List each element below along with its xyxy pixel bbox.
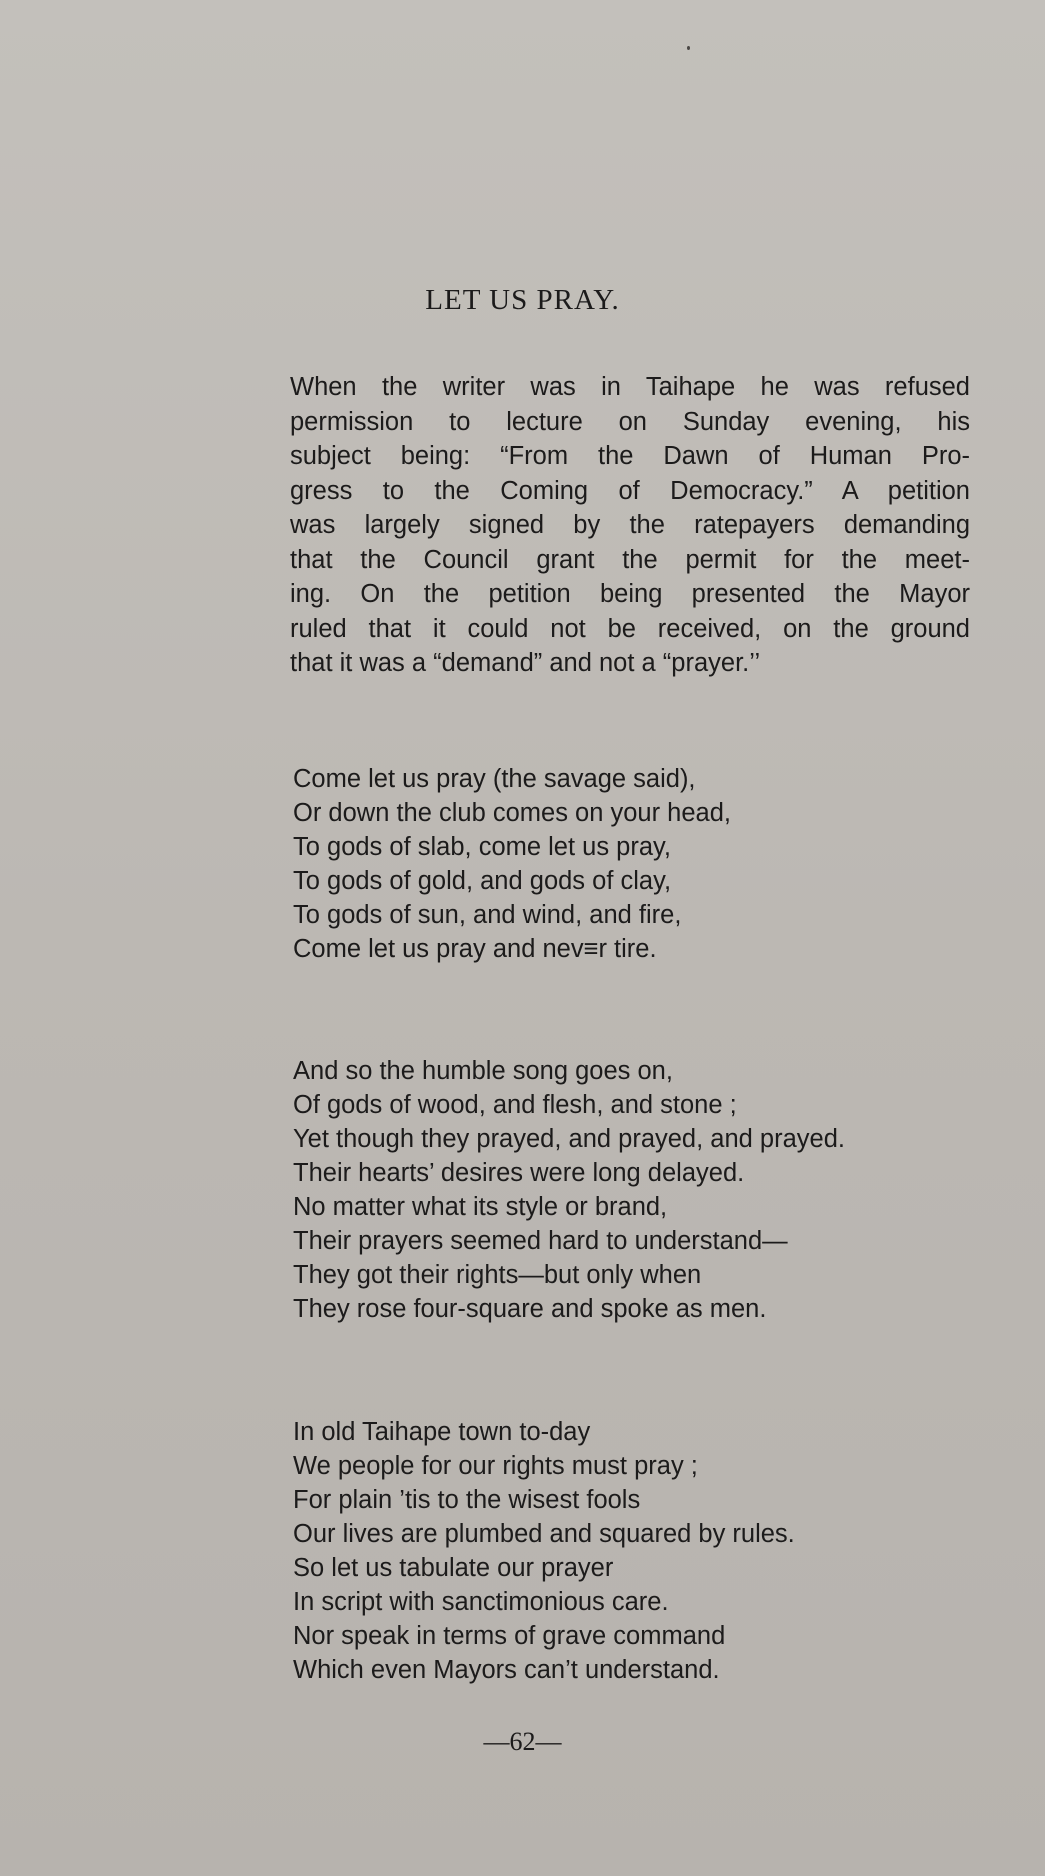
poem-title: LET US PRAY. — [425, 284, 620, 316]
verse-line: Their prayers seemed hard to understand— — [293, 1227, 788, 1255]
intro-line: gress to the Coming of Democracy.” A petition — [290, 476, 970, 505]
intro-line: ruled that it could not be received, on the ground — [290, 614, 970, 643]
verse-line: They got their rights—but only when — [293, 1261, 702, 1289]
page-number: —62— — [483, 1727, 562, 1756]
verse-line: Come let us pray and nev≡r tire. — [293, 935, 657, 963]
verse-line: And so the humble song goes on, — [293, 1057, 673, 1085]
verse-line: Their hearts’ desires were long delayed. — [293, 1159, 745, 1187]
verse-line: Yet though they prayed, and prayed, and prayed. — [293, 1125, 845, 1153]
verse-line: Nor speak in terms of grave command — [293, 1622, 726, 1650]
verse-line: No matter what its style or brand, — [293, 1193, 668, 1221]
verse-line: To gods of sun, and wind, and fire, — [293, 901, 682, 929]
verse-line: Our lives are plumbed and squared by rules. — [293, 1520, 795, 1548]
intro-line: permission to lecture on Sunday evening, his — [290, 407, 970, 436]
verse-line: So let us tabulate our prayer — [293, 1554, 614, 1582]
verse-line: We people for our rights must pray ; — [293, 1452, 698, 1480]
stanza-3 — [293, 1415, 1013, 1687]
intro-line: ing. On the petition being presented the Mayor — [290, 580, 970, 608]
verse-line: In old Taihape town to-day — [293, 1418, 591, 1446]
verse-line: To gods of slab, come let us pray, — [293, 833, 671, 861]
stanza-1 — [293, 762, 1013, 966]
intro-line: was largely signed by the ratepayers demanding — [290, 511, 970, 539]
verse-line: For plain ’tis to the wisest fools — [293, 1486, 641, 1514]
verse-line: Of gods of wood, and flesh, and stone ; — [293, 1091, 737, 1119]
intro-line: that the Council grant the permit for the meet- — [290, 545, 970, 574]
paper-speck — [687, 46, 690, 50]
intro-line: that it was a “demand” and not a “prayer.’’ — [290, 649, 761, 677]
verse-line: In script with sanctimonious care. — [293, 1588, 669, 1616]
verse-line: To gods of gold, and gods of clay, — [293, 867, 672, 895]
verse-line: Or down the club comes on your head, — [293, 799, 731, 827]
verse-line: Come let us pray (the savage said), — [293, 765, 696, 793]
stanza-2 — [293, 1054, 1013, 1326]
intro-line: subject being: “From the Dawn of Human Pro- — [290, 442, 970, 470]
verse-line: They rose four-square and spoke as men. — [293, 1295, 767, 1323]
verse-line: Which even Mayors can’t understand. — [293, 1656, 720, 1684]
intro-paragraph — [290, 370, 970, 681]
intro-line: When the writer was in Taihape he was refused — [290, 373, 970, 401]
